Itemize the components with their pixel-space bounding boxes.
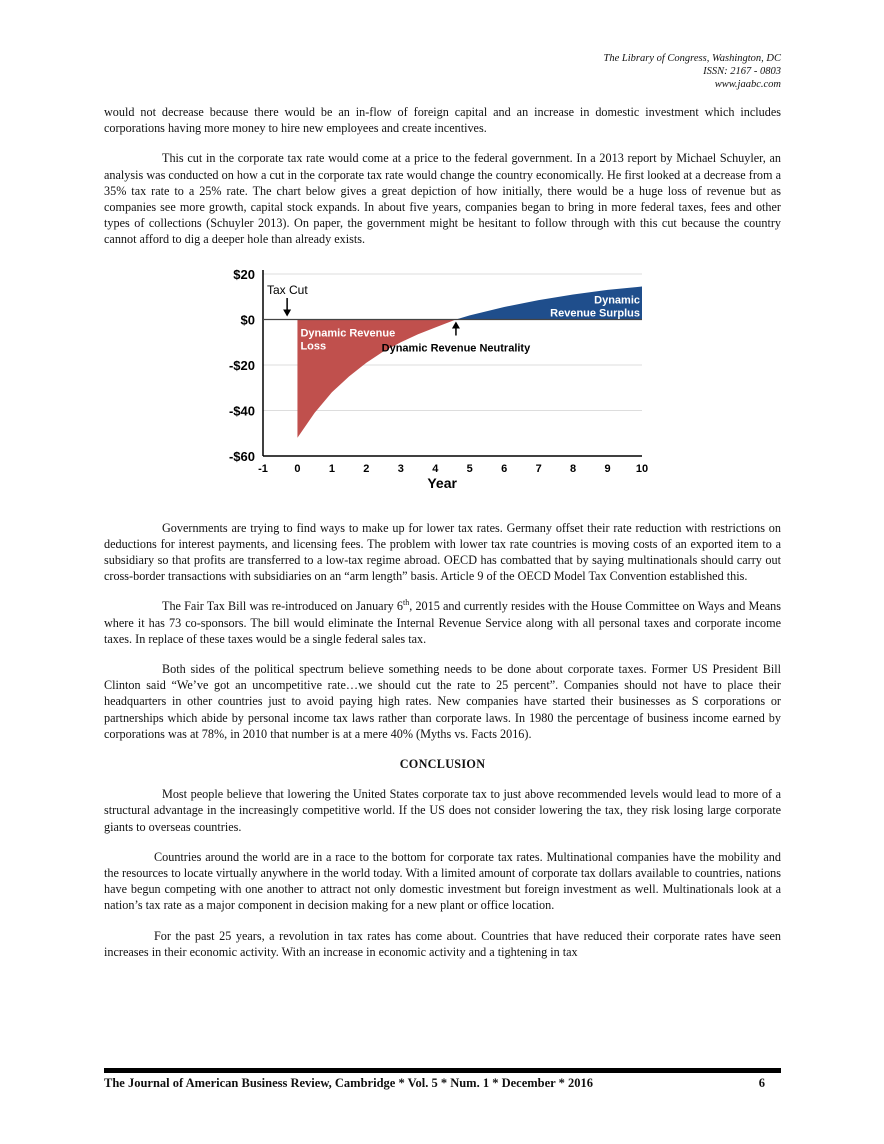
x-tick-label: 1 <box>328 462 335 475</box>
footer-journal: The Journal of American Business Review, Cambridge * Vol. 5 * Num. 1 * December * 2016 <box>104 1076 593 1090</box>
x-tick-label: 9 <box>604 462 611 475</box>
header-line-3: www.jaabc.com <box>714 79 781 90</box>
y-tick-label: -$20 <box>228 357 255 373</box>
footer <box>104 1076 781 1091</box>
paragraph-4-part-a: The Fair Tax Bill was re-introduced on January 6 <box>162 599 403 614</box>
x-tick-label: 0 <box>294 462 301 475</box>
paragraph-3: Governments are trying to find ways to make up for lower tax rates. Germany offset their rate reduction with restrictions on deductions for interest payments, and licensing fees. The problem with lower tax rate countries is moving costs of an exported item to a subsidiary so that profits are transferred to a low-tax regime abroad. OECD has combatted that by saying multinationals should carry out cross-border transactions with subsidiaries on an “arm length” basis. Article 9 of the OECD Model Tax Convention established this. <box>104 520 781 584</box>
y-tick-label: -$60 <box>228 448 255 464</box>
paragraph-4-superscript: th <box>403 598 410 608</box>
x-tick-label: 4 <box>432 462 439 475</box>
x-tick-label: 6 <box>501 462 508 475</box>
paragraph-6: Most people believe that lowering the United States corporate tax to just above recommended levels would lead to more of a structural advantage in the increasingly competitive world. If the US does not consider lowering the tax, they risk losing large corporate giants to overseas countries. <box>104 787 781 834</box>
paragraph-2: This cut in the corporate tax rate would come at a price to the federal government. In a 2013 report by Michael Schuyler, an analysis was conducted on how a cut in the corporate tax rate would change the country economically. He first looked at a decrease from a 35% tax rate to a 25% rate. The chart below gives a great depiction of how initially, there would be a huge loss of revenue but as companies see more growth, capital stock expands. In about five years, companies began to bring in more federal taxes, fees and other types of collections (Schuyler 2013). On paper, the government might be hesitant to follow through with this cut because the country cannot afford to dig a deeper hole than already exists. <box>104 151 781 247</box>
x-tick-label: 2 <box>363 462 370 475</box>
revenue-chart <box>104 262 781 502</box>
page-number: 6 <box>758 1076 765 1090</box>
paragraph-7: Countries around the world are in a race to the bottom for corporate tax rates. Multinational companies have the mobility and the resources to locate virtually anywhere in the world today. With a limited amount of corporate tax dollars available to countries, nations have begun competing with one another to attract not only domestic investment but foreign investment as well. Multinationals look at a nation’s tax rate as a major component in decision making for a new plant or office location. <box>104 849 781 913</box>
neutrality-arrowhead <box>452 321 460 328</box>
paragraph-4 <box>104 598 781 647</box>
revenue-chart-svg <box>104 262 781 502</box>
x-tick-label: 10 <box>635 462 649 475</box>
x-tick-label: 7 <box>535 462 542 475</box>
surplus-label-line-1: Dynamic <box>594 294 640 307</box>
article-body <box>104 104 781 974</box>
header-line-2: ISSN: 2167 - 0803 <box>703 66 781 77</box>
header-line-1: The Library of Congress, Washington, DC <box>603 53 781 64</box>
surplus-label-line-2: Revenue Surplus <box>550 307 640 320</box>
conclusion-heading: CONCLUSION <box>399 757 486 772</box>
x-tick-label: 5 <box>466 462 473 475</box>
paragraph-1: would not decrease because there would be an in-flow of foreign capital and an increase in domestic investment which includes corporations having more money to hire new employees and create incentives. <box>104 105 781 136</box>
paragraph-8: For the past 25 years, a revolution in tax rates has come about. Countries that have reduced their corporate rates have seen increases in their economic activity. With an increase in economic activity and a tightening in tax <box>104 928 781 959</box>
x-tick-label: 3 <box>397 462 404 475</box>
x-axis-label: Year <box>427 474 457 491</box>
y-tick-label: -$40 <box>228 403 255 419</box>
x-tick-label: -1 <box>258 462 268 475</box>
loss-label-line-1: Dynamic Revenue <box>300 327 396 340</box>
y-tick-label: $0 <box>240 312 255 328</box>
footer-rule <box>104 1068 781 1073</box>
tax-cut-label: Tax Cut <box>267 282 308 297</box>
y-tick-label: $20 <box>233 266 255 282</box>
paragraph-5: Both sides of the political spectrum believe something needs to be done about corporate taxes. Former US President Bill Clinton said “We’ve got an uncompetitive rate…we should cut the rate to 25 percent”. Companies should not have to place their headquarters in other countries just to avoid paying high rates. New companies have started their businesses as S corporations or partnerships which abide by personal income tax laws rather than corporate laws. In 1980 the percentage of business income earned by corporations was at 78%, in 2010 that number is at a mere 40% (Myths vs. Facts 2016). <box>104 662 781 741</box>
paragraph-4-part-b: , 2015 and currently resides with the House Committee on Ways and Means where it has 73 co-sponsors. The bill would eliminate the Internal Revenue Service along with all personal taxes and corporate income taxes. In replace of these taxes would be a single federal sales tax. <box>104 599 781 646</box>
tax-cut-arrowhead <box>283 309 291 316</box>
neutrality-label: Dynamic Revenue Neutrality <box>381 342 531 355</box>
loss-label-line-2: Loss <box>300 340 327 353</box>
x-tick-label: 8 <box>570 462 577 475</box>
journal-header <box>604 52 781 91</box>
